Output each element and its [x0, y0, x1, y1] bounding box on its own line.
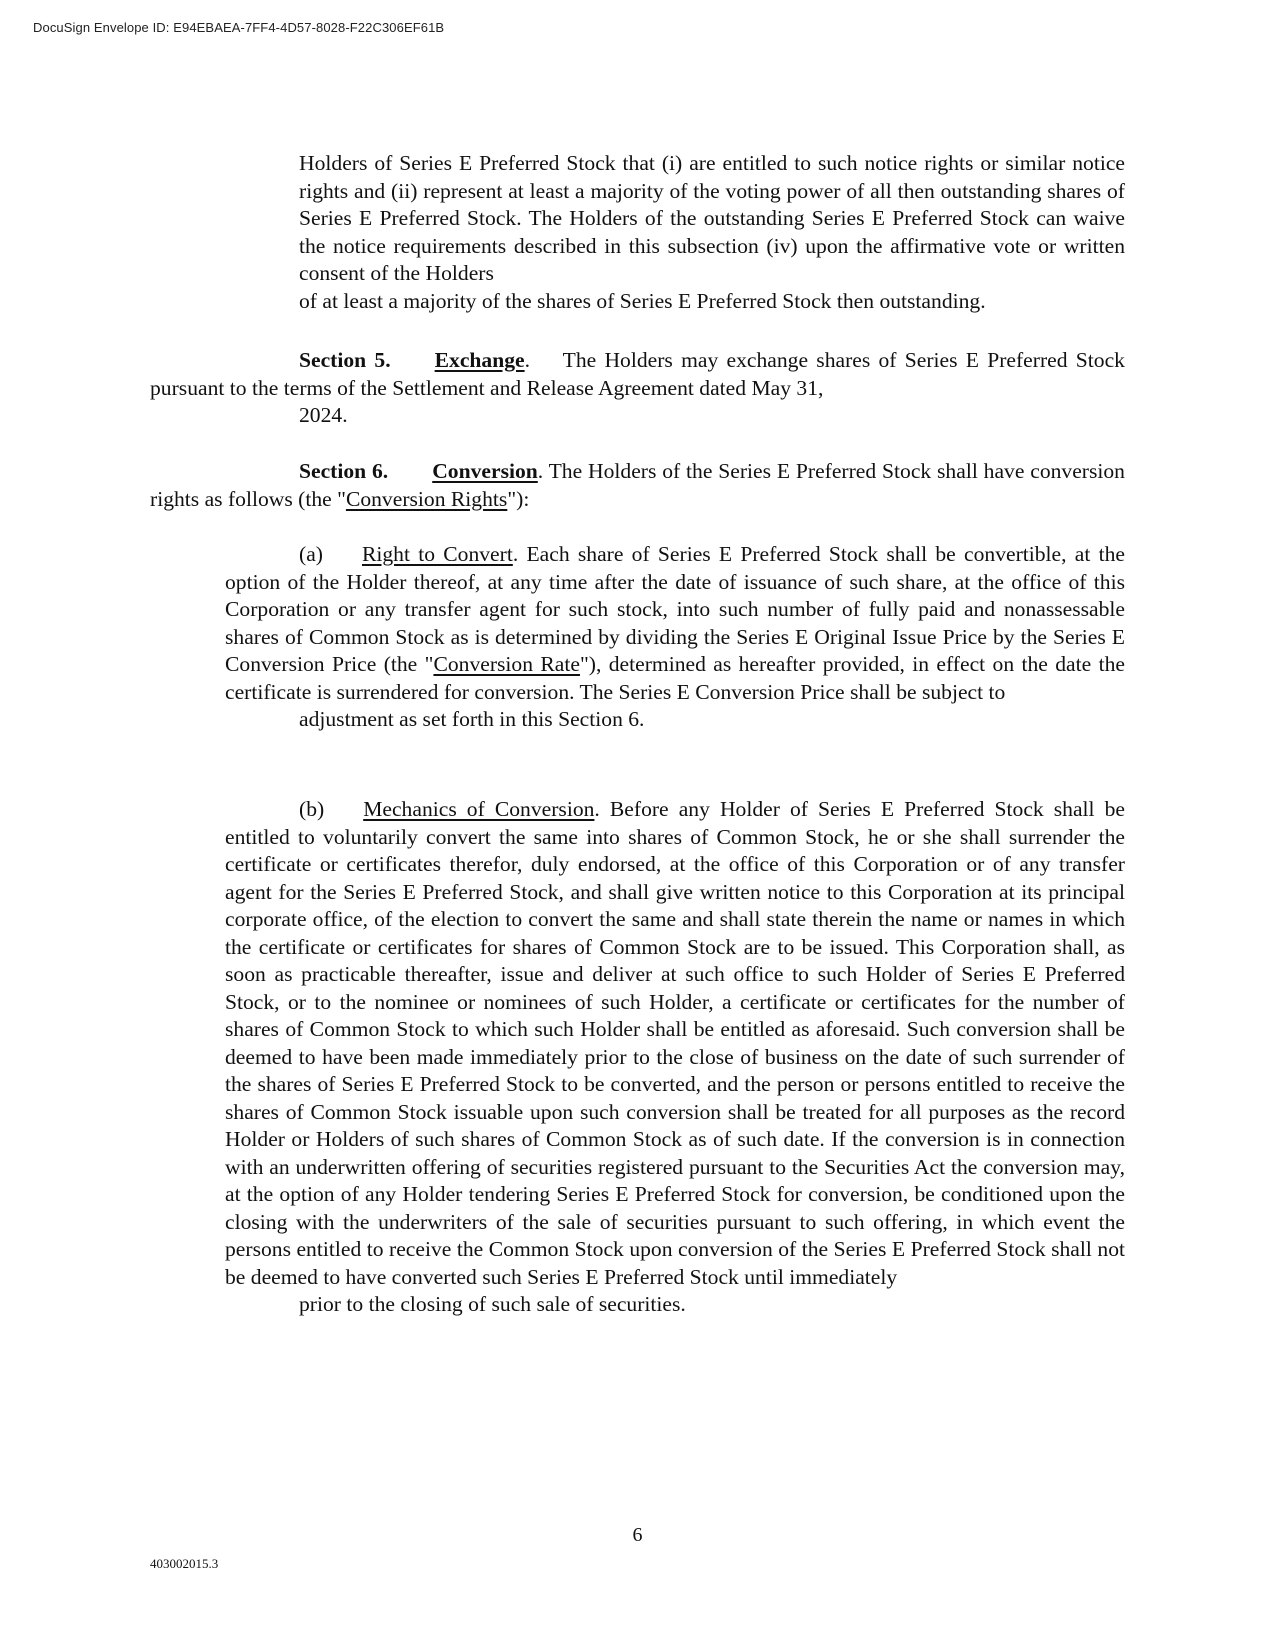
subsection-b-marker: (b) [299, 797, 325, 821]
subsection-b-title: Mechanics of Conversion [363, 797, 595, 821]
section-5-paragraph [150, 347, 1125, 430]
section-6-title: Conversion [432, 459, 538, 483]
section-5-body: The Holders may exchange shares of Series E Preferred Stock pursuant to the terms of the Settlement and Release Agreement dated May 31, [150, 348, 1125, 400]
continuation-last-line: of at least a majority of the shares of Series E Preferred Stock then outstanding. [299, 288, 986, 313]
subsection-a-last-line: adjustment as set forth in this Section 6. [299, 707, 645, 731]
section-6-body-end: "): [507, 486, 530, 511]
subsection-b-last-line: prior to the closing of such sale of securities. [299, 1292, 686, 1316]
subsection-b-paragraph [225, 796, 1125, 1319]
page-number: 6 [632, 1524, 643, 1546]
section-5-last-line: 2024. [299, 403, 348, 427]
document-id: 403002015.3 [150, 1556, 219, 1571]
docusign-envelope-id: DocuSign Envelope ID: E94EBAEA-7FF4-4D57-8028-F22C306EF61B [33, 20, 445, 35]
section-6-paragraph [150, 458, 1125, 513]
subsection-a-title: Right to Convert [361, 542, 513, 566]
continuation-paragraph [299, 150, 1125, 315]
subsection-b-body: . Before any Holder of Series E Preferred Stock shall be entitled to voluntarily convert the same into shares of Common Stock, he or she shall surrender the certificate or certificates therefor, duly endorsed, at the office of this Corporation or of any transfer agent for the Series E Preferred Stock, and shall give written notice to this Corporation at its principal corporate office, of the election to convert the same and shall state therein the name or names in which the certificate or certificates for shares of Common Stock are to be issued. This Corporation shall, as soon as practicable thereafter, issue and deliver at such office to such Holder of Series E Preferred Stock, or to the nominee or nominees of such Holder, a certificate or certificates for the number of shares of Common Stock to which such Holder shall be entitled as aforesaid. Such conversion shall be deemed to have been made immediately prior to the close of business on the date of such surrender of the shares of Series E Preferred Stock to be converted, and the person or persons entitled to receive the shares of Common Stock issuable upon such conversion shall be treated for all purposes as the record Holder or Holders of such shares of Common Stock as of such date. If the conversion is in connection with an underwritten offering of securities registered pursuant to the Securities Act the conversion may, at the option of any Holder tendering Series E Preferred Stock for conversion, be conditioned upon the closing with the underwriters of the sale of securities pursuant to such offering, in which event the persons entitled to receive the Common Stock upon conversion of the Series E Preferred Stock shall not be deemed to have converted such Series E Preferred Stock until immediately [225, 797, 1125, 1289]
section-5-title-punct: . [524, 348, 531, 372]
section-6-defined-term: Conversion Rights [345, 486, 508, 511]
section-6-label: Section 6. [299, 459, 389, 483]
subsection-a-body-start: . Each share of Series E Preferred Stock shall be convertible, at the option of the Holder thereof, at any time after the date of issuance of such share, at the office of this Corporation or any transfer agent for such stock, into such number of fully paid and nonassessable shares of Common Stock as is determined by dividing the Series E Original Issue Price by the Series E Conversion Price (the " [225, 542, 1125, 676]
subsection-a-paragraph [225, 541, 1125, 734]
subsection-a-marker: (a) [299, 542, 323, 566]
subsection-a-defined-term: Conversion Rate [433, 652, 580, 676]
subsection-a-body-end: "), determined as hereafter provided, in effect on the date the certificate is surrendered for conversion. The Series E Conversion Price shall be subject to [225, 652, 1125, 704]
section-5-title: Exchange [434, 348, 525, 372]
section-6-body-start: . The Holders of the Series E Preferred Stock shall have conversion rights as follows (the " [150, 459, 1125, 511]
section-5-label: Section 5. [299, 348, 391, 372]
continuation-text: Holders of Series E Preferred Stock that (i) are entitled to such notice rights or similar notice rights and (ii) represent at least a majority of the voting power of all then outstanding shares of Series E Preferred Stock. The Holders of the outstanding Series E Preferred Stock can waive the notice requirements described in this subsection (iv) upon the affirmative vote or written consent of the Holders [299, 151, 1125, 285]
